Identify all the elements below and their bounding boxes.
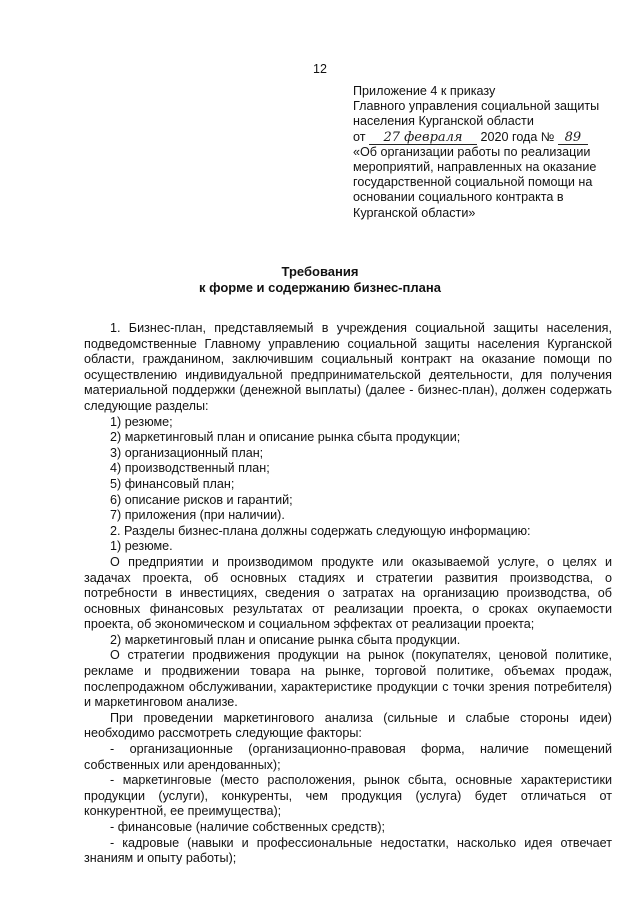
paragraph-2: 2. Разделы бизнес-плана должны содержать следующую информацию: [110,523,531,538]
paragraph-1: 1. Бизнес-план, представляемый в учреждения социальной защиты населения, подведомственные Главному управлению социальной защиты населения Курганской области, гражданином, заключившим социальный контракт на оказание помощи по осуществлению индивидуальной предпринимательской деятельности, для получения материальной поддержки (денежной выплаты) (далее - бизнес-план), должен содержать следующие разделы: [84,321,612,413]
appendix-line-6: мероприятий, направленных на оказание [353,160,597,175]
appendix-line-9: Курганской области» [353,205,476,220]
appendix-line-7: государственной социальной помощи на [353,175,593,190]
list-item-5: 5) финансовый план; [110,476,235,491]
title-line-2: к форме и содержанию бизнес-плана [199,280,441,295]
appendix-line-1: Приложение 4 к приказу [353,84,496,98]
paragraph-3: О предприятии и производимом продукте или оказываемой услуге, о целях и задачах проекта, об основных стадиях и стратегии развития производства, о потребности в инвестициях, сведения о затратах на организацию производства, об основных финансовых результатах от реализации проекта, о сроках окупаемости проекта, об экономическом и социальном эффектах от реализации проекта; [84,554,612,632]
handwritten-order-number: 89 [558,131,588,145]
factor-1: - организационные (организационно-правовая форма, наличие помещений собственных или арендованных); [84,742,612,772]
appendix-line-5: «Об организации работы по реализации [353,144,591,159]
paragraph-4: О стратегии продвижения продукции на рынок (покупателях, ценовой политике, рекламе и продвижении товара на рынке, торговой политике, объемах продаж, послепродажном обслуживании, характеристике продукции с точки зрения потребителя) и маркетинговом анализе. [84,648,612,710]
factor-3: - финансовые (наличие собственных средств); [110,820,386,834]
factor-2: - маркетинговые (место расположения, рынок сбыта, основные характеристики продукции (услуги), конкуренты, чем продукция (услуга) будет отличаться от конкурентной, ее преимущества); [84,773,612,819]
handwritten-date: 27 февраля [369,131,477,145]
title-line-1: Требования [281,264,359,279]
list-item-6: 6) описание рисков и гарантий; [110,492,293,507]
appendix-header [353,84,613,221]
section-item-2: 2) маркетинговый план и описание рынка сбыта продукции. [110,632,461,647]
date-prefix: от [353,129,366,144]
list-item-2: 2) маркетинговый план и описание рынка сбыта продукции; [110,430,461,445]
page-number: 12 [313,62,327,76]
paragraph-5: При проведении маркетингового анализа (сильные и слабые стороны идеи) необходимо рассмотреть следующие факторы: [84,710,612,741]
appendix-date-line [353,130,613,145]
appendix-line-8: основании социального контракта в [353,190,564,205]
appendix-line-2: Главного управления социальной защиты [353,99,600,114]
document-body [84,321,612,867]
list-item-3: 3) организационный план; [110,445,264,460]
appendix-line-3: населения Курганской области [353,114,534,129]
document-title [0,264,640,296]
date-year: 2020 года № [480,129,555,144]
list-item-7: 7) приложения (при наличии). [110,508,285,523]
factor-4: - кадровые (навыки и профессиональные недостатки, насколько идея отвечает знаниям и опыту работы); [84,835,612,866]
list-item-1: 1) резюме; [110,414,173,429]
list-item-4: 4) производственный план; [110,461,270,476]
section-item-1: 1) резюме. [110,539,173,554]
